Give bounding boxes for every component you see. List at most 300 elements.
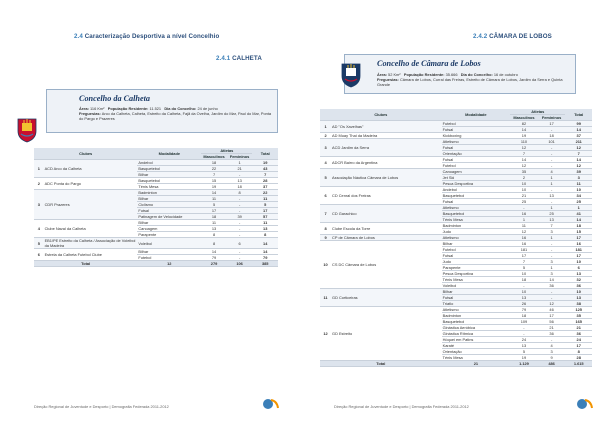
femininos-cell: -: [538, 289, 566, 295]
modalidade-cell: Futsal: [442, 199, 511, 205]
club-name: ADC Ponta do Pargo: [44, 178, 138, 190]
total-cell: 17: [565, 253, 592, 259]
femininos-cell: 101: [538, 139, 566, 145]
area-label: Área:: [79, 106, 89, 111]
femininos-cell: -: [227, 226, 253, 232]
modalidade-cell: Ténis Mesa: [442, 355, 511, 361]
club-name: CP de Câmara de Lobos: [331, 235, 442, 241]
modalidade-cell: Futebol: [442, 121, 511, 127]
masculinos-cell: 14: [510, 157, 538, 163]
masculinos-cell: 25: [510, 199, 538, 205]
femininos-cell: -: [538, 253, 566, 259]
modalidade-cell: Ténis Mesa: [442, 217, 511, 223]
subsection-title: [473, 33, 552, 40]
total-label: Total: [34, 261, 137, 267]
total-cell: 8: [565, 349, 592, 355]
masculinos-cell: 7: [510, 259, 538, 265]
total-cell: 35: [565, 313, 592, 319]
total-cell: 10: [565, 187, 592, 193]
masculinos-cell: 16: [510, 241, 538, 247]
femininos-cell: 4: [538, 343, 566, 349]
masculinos-cell: -: [510, 283, 538, 289]
femininos-cell: 18: [227, 184, 253, 190]
total-cell: 14: [565, 157, 592, 163]
masculinos-cell: -: [510, 205, 538, 211]
total-cell: 12: [565, 145, 592, 151]
femininos-cell: 1: [538, 265, 566, 271]
masculinos-cell: 14: [201, 190, 227, 196]
masculinos-cell: -: [510, 331, 538, 337]
total-cell: 34: [565, 193, 592, 199]
pop-label: População Residente:: [107, 106, 149, 111]
footer-text: Direção Regional de Juventude e Desporto | Demografia Federada 2011-2012: [34, 404, 169, 409]
modalidade-cell: Orientação: [442, 349, 511, 355]
femininos-cell: 25: [538, 211, 566, 217]
masculinos-cell: 17: [201, 208, 227, 214]
femininos-cell: -: [538, 187, 566, 193]
total-row: [320, 361, 592, 367]
modalidade-cell: Futsal: [442, 253, 511, 259]
modalidade-cell: Andebol: [137, 160, 201, 166]
club-index: 11: [320, 289, 331, 307]
total-cell: 14: [565, 217, 592, 223]
total-label: Total: [320, 361, 442, 367]
total-cell: 32: [565, 277, 592, 283]
modalidade-cell: Canoagem: [137, 226, 201, 232]
modalidade-cell: Badminton: [137, 190, 201, 196]
femininos-cell: 13: [538, 217, 566, 223]
masculinos-cell: 24: [510, 337, 538, 343]
femininos-cell: 13: [227, 178, 253, 184]
total-cell: 181: [565, 247, 592, 253]
modalidade-cell: Karaté: [442, 343, 511, 349]
modalidade-cell: Hóquei em Patins: [442, 337, 511, 343]
total-cell: 10: [565, 289, 592, 295]
femininos-cell: -: [538, 127, 566, 133]
total-cell: 38: [565, 301, 592, 307]
masculinos-cell: 26: [510, 301, 538, 307]
club-index: 3: [320, 139, 331, 157]
femininos-cell: 1: [538, 235, 566, 241]
club-name: GD Corticeiras: [331, 289, 442, 307]
femininos-cell: 36: [538, 283, 566, 289]
masculinos-cell: 35: [510, 169, 538, 175]
masculinos-cell: 5: [510, 265, 538, 271]
modalidade-cell: Futsal: [442, 145, 511, 151]
club-name: Associação Náutica Câmara de Lobos: [331, 169, 442, 187]
modalidade-cell: Ginástica Rítmica: [442, 331, 511, 337]
modalidade-cell: Judo: [442, 259, 511, 265]
total-cell: 11: [565, 181, 592, 187]
total-cell: 13: [252, 226, 278, 232]
concelho-header: [46, 89, 278, 133]
femininos-cell: 14: [538, 277, 566, 283]
col-header-femininos: Femininos: [538, 115, 566, 121]
femininos-cell: 18: [538, 133, 566, 139]
club-index: 4: [320, 157, 331, 169]
femininos-cell: 12: [538, 301, 566, 307]
col-header-atletas: Atletas: [510, 109, 565, 115]
femininos-cell: -: [227, 255, 253, 261]
masculinos-cell: 10: [510, 181, 538, 187]
modalidade-cell: Andebol: [442, 187, 511, 193]
modalidade-cell: Basquetebol: [442, 211, 511, 217]
pop-label: População Residente:: [403, 72, 445, 77]
footer-text: Direção Regional de Juventude e Desporto | Demografia Federada 2011-2012: [334, 404, 469, 409]
total-cell: 14: [252, 238, 278, 249]
femininos-cell: 1: [538, 181, 566, 187]
club-index: 6: [34, 249, 44, 261]
total-cell: 7: [252, 172, 278, 178]
table-row: [320, 223, 592, 229]
femininos-cell: 17: [538, 121, 566, 127]
masculinos-cell: 22: [201, 166, 227, 172]
femininos-cell: 3: [538, 271, 566, 277]
masculinos-cell: 11: [201, 196, 227, 202]
femininos-cell: -: [538, 247, 566, 253]
masculinos-cell: 109: [510, 319, 538, 325]
total-cell: 43: [252, 166, 278, 172]
modalidade-cell: Ténis Mesa: [137, 184, 201, 190]
femininos-cell: -: [227, 208, 253, 214]
femininos-cell: -: [538, 241, 566, 247]
pop-value: 35.666: [445, 72, 458, 77]
total-cell: 17: [252, 208, 278, 214]
camara-de-lobos-clubs-table: [320, 109, 592, 367]
calheta-coat-of-arms-icon: [16, 117, 38, 143]
club-name: Estrela da Calheta Futebol Clube: [44, 249, 138, 261]
col-header-modalidade: Modalidade: [442, 109, 511, 121]
table-row: [320, 307, 592, 313]
masculinos-cell: 13: [510, 295, 538, 301]
modalidade-cell: Orientação: [442, 151, 511, 157]
femininos-cell: 46: [538, 307, 566, 313]
modalidade-cell: Bilhar: [442, 241, 511, 247]
femininos-cell: -: [538, 337, 566, 343]
femininos-cell: 1: [538, 205, 566, 211]
total-cell: 37: [565, 133, 592, 139]
masculinos-cell: 21: [510, 193, 538, 199]
total-cell: 10: [565, 259, 592, 265]
day-value: 16 de outubro: [493, 72, 518, 77]
modalidade-cell: Badminton: [442, 223, 511, 229]
col-header-total: Total: [252, 148, 278, 160]
masculinos-cell: 11: [510, 223, 538, 229]
femininos-cell: 4: [538, 169, 566, 175]
masculinos-cell: 19: [201, 184, 227, 190]
col-header-masculinos: Masculinos: [201, 154, 227, 160]
total-cell: 3: [565, 175, 592, 181]
section-number: 2.4: [74, 33, 83, 40]
femininos-cell: 1: [227, 160, 253, 166]
club-index: 7: [320, 205, 331, 223]
femininos-cell: -: [538, 163, 566, 169]
parishes-label: Freguesias:: [377, 77, 399, 83]
femininos-cell: 3: [538, 349, 566, 355]
day-label: Dia do Concelho:: [164, 106, 197, 111]
calheta-clubs-table: [34, 148, 278, 267]
masculinos-cell: 18: [510, 313, 538, 319]
col-header-femininos: Femininos: [227, 154, 253, 160]
total-cell: 6: [565, 265, 592, 271]
total-cell: 39: [565, 169, 592, 175]
masculinos-cell: 79: [510, 307, 538, 313]
total-femininos: 106: [227, 261, 253, 267]
col-header-atletas: Atletas: [201, 148, 252, 154]
modalidade-cell: Basquetebol: [442, 193, 511, 199]
femininos-cell: -: [538, 151, 566, 157]
club-name: Clube Naval da Calheta: [44, 220, 138, 238]
club-name: ACD Arco da Calheta: [44, 160, 138, 178]
modalidade-cell: Futebol: [442, 247, 511, 253]
modalidade-cell: Parapente: [442, 265, 511, 271]
femininos-cell: -: [538, 145, 566, 151]
drjd-logo-icon: [262, 397, 280, 411]
drjd-logo-icon: [576, 397, 594, 411]
femininos-cell: -: [538, 157, 566, 163]
total-cell: 1: [565, 205, 592, 211]
femininos-cell: -: [227, 196, 253, 202]
total-cell: 8: [252, 232, 278, 238]
femininos-cell: 3: [538, 259, 566, 265]
subsection-text: CÂMARA DE LOBOS: [489, 33, 552, 40]
parishes-value: Câmara de Lobos, Curral das Freiras, Estreito de Câmara de Lobos, Jardim da Serra e Quinta Grande: [377, 77, 563, 88]
total-cell: 7: [565, 151, 592, 157]
modalidade-cell: Jet Ski: [442, 175, 511, 181]
club-name: AD "Os Xavelhas": [331, 121, 442, 133]
masculinos-cell: 110: [510, 139, 538, 145]
total-cell: 13: [565, 295, 592, 301]
club-index: 5: [320, 169, 331, 187]
masculinos-cell: 7: [201, 172, 227, 178]
modalidade-cell: Parapente: [137, 232, 201, 238]
masculinos-cell: 12: [510, 145, 538, 151]
femininos-cell: -: [227, 172, 253, 178]
femininos-cell: 21: [538, 325, 566, 331]
masculinos-cell: 5: [510, 349, 538, 355]
total-cell: 11: [252, 196, 278, 202]
subsection-title: [216, 55, 262, 62]
total-cell: 5: [252, 202, 278, 208]
modalidade-cell: Atletismo: [442, 205, 511, 211]
parishes-value: Arco da Calheta, Calheta, Estreito da Calheta, Fajã da Ovelha, Jardim do Mar, Paul do Mar, Ponta do Pargo e Prazeres: [79, 111, 272, 122]
total-cell: 15: [565, 229, 592, 235]
modalidade-cell: Pesca Desportiva: [442, 181, 511, 187]
masculinos-cell: 19: [510, 133, 538, 139]
club-index: 10: [320, 241, 331, 289]
total-cell: 12: [565, 163, 592, 169]
modalidade-cell: Triatlo: [442, 301, 511, 307]
masculinos-cell: 7: [510, 151, 538, 157]
femininos-cell: -: [227, 249, 253, 255]
total-total: 1.615: [565, 361, 592, 367]
masculinos-cell: 8: [201, 238, 227, 249]
modalidade-cell: Ciclismo: [137, 202, 201, 208]
femininos-cell: 17: [538, 313, 566, 319]
masculinos-cell: 14: [510, 127, 538, 133]
masculinos-cell: 11: [201, 220, 227, 226]
table-row: [320, 235, 592, 241]
modalidade-cell: Bilhar: [137, 196, 201, 202]
femininos-cell: -: [227, 202, 253, 208]
club-name: EB1/PE Estreito da Calheta / Associação de Voleibol da Madeira: [44, 238, 136, 249]
section-title: [74, 33, 219, 40]
section-text: Caracterização Desportiva a nível Concelhio: [84, 33, 220, 40]
femininos-cell: 8: [227, 190, 253, 196]
femininos-cell: 9: [538, 355, 566, 361]
total-cell: 14: [252, 249, 278, 255]
modalidade-cell: Kickboxing: [442, 133, 511, 139]
masculinos-cell: 14: [201, 249, 227, 255]
modalidade-cell: Atletismo: [442, 235, 511, 241]
modalidade-cell: Futsal: [442, 127, 511, 133]
femininos-cell: 56: [538, 319, 566, 325]
modalidade-cell: Basquetebol: [442, 319, 511, 325]
total-cell: 125: [565, 307, 592, 313]
modalidade-cell: Futsal: [442, 295, 511, 301]
masculinos-cell: 16: [510, 211, 538, 217]
club-name: AD Muay Thai da Madeira: [331, 133, 442, 139]
masculinos-cell: 13: [201, 226, 227, 232]
subsection-number: 2.4.1: [216, 55, 231, 62]
total-masculinos: 1.129: [510, 361, 538, 367]
modalidade-cell: Futsal: [137, 208, 201, 214]
total-cell: 17: [565, 343, 592, 349]
modalidade-cell: Futsal: [442, 157, 511, 163]
modalidade-cell: Basquetebol: [137, 178, 201, 184]
modalidade-cell: Ginástica Aeróbica: [442, 325, 511, 331]
total-cell: 11: [252, 220, 278, 226]
club-index: 9: [320, 235, 331, 241]
total-cell: 165: [565, 319, 592, 325]
club-index: 2: [34, 178, 44, 190]
col-header-clubes: Clubes: [34, 148, 137, 160]
total-cell: 22: [252, 190, 278, 196]
total-cell: 79: [252, 255, 278, 261]
club-name: CD Cenral dos Freiras: [331, 187, 442, 205]
table-row: [320, 133, 592, 139]
masculinos-cell: 10: [510, 289, 538, 295]
club-index: 1: [320, 121, 331, 133]
concelho-info: [79, 106, 275, 122]
parishes-label: Freguesias:: [79, 111, 101, 117]
table-row: [320, 139, 592, 145]
club-name: Clube Escola da Torre: [331, 223, 442, 235]
club-name: GD Estreito: [331, 307, 442, 361]
total-clubs: 21: [442, 361, 511, 367]
modalidade-cell: Voleibol: [442, 283, 511, 289]
club-name: CS DC Câmara de Lobos: [331, 241, 442, 289]
masculinos-cell: 12: [510, 163, 538, 169]
femininos-cell: -: [538, 199, 566, 205]
area-value: 52 Km²: [388, 72, 401, 77]
femininos-cell: 13: [538, 193, 566, 199]
femininos-cell: 7: [538, 223, 566, 229]
femininos-cell: 3: [538, 229, 566, 235]
masculinos-cell: 8: [201, 232, 227, 238]
masculinos-cell: 13: [510, 343, 538, 349]
col-header-clubes: Clubes: [320, 109, 442, 121]
club-index: 3: [34, 190, 44, 220]
club-index: 6: [320, 187, 331, 205]
total-cell: 16: [565, 241, 592, 247]
club-index: 8: [320, 223, 331, 235]
day-value: 24 de junho: [197, 106, 218, 111]
total-cell: 14: [565, 127, 592, 133]
col-header-modalidade: Modalidade: [137, 148, 201, 160]
modalidade-cell: Ténis Mesa: [442, 277, 511, 283]
club-name: ADCR Bairro da Argentina: [331, 157, 442, 169]
total-cell: 99: [565, 121, 592, 127]
masculinos-cell: 1: [510, 217, 538, 223]
masculinos-cell: 10: [510, 271, 538, 277]
masculinos-cell: 18: [510, 277, 538, 283]
total-clubs: 12: [137, 261, 201, 267]
total-cell: 24: [565, 337, 592, 343]
total-cell: 18: [565, 223, 592, 229]
total-cell: 13: [565, 271, 592, 277]
masculinos-cell: 19: [510, 355, 538, 361]
masculinos-cell: 18: [201, 214, 227, 220]
right-page: [300, 0, 600, 424]
club-name: ACD Jardim da Serra: [331, 139, 442, 157]
masculinos-cell: 79: [201, 255, 227, 261]
masculinos-cell: 82: [510, 121, 538, 127]
modalidade-cell: Basquetebol: [137, 166, 201, 172]
table-row: [34, 238, 278, 249]
table-row: [34, 178, 278, 184]
club-name: CD Garachico: [331, 205, 442, 223]
modalidade-cell: Atletismo: [442, 307, 511, 313]
modalidade-cell: Atletismo: [442, 139, 511, 145]
masculinos-cell: 15: [201, 178, 227, 184]
femininos-cell: 6: [227, 238, 253, 249]
subsection-text: CALHETA: [232, 55, 262, 62]
total-cell: 37: [252, 184, 278, 190]
club-index: 1: [34, 160, 44, 178]
total-cell: 25: [565, 199, 592, 205]
club-index: 5: [34, 238, 44, 249]
total-cell: 17: [565, 235, 592, 241]
modalidade-cell: Patinagem de Velocidade: [137, 214, 201, 220]
area-value: 116 Km²: [90, 106, 105, 111]
femininos-cell: 1: [538, 175, 566, 181]
pop-value: 11.521: [149, 106, 162, 111]
club-name: CDR Prazeres: [44, 190, 138, 220]
modalidade-cell: Pesca Desportiva: [442, 271, 511, 277]
camara-de-lobos-coat-of-arms-icon: [340, 62, 362, 88]
total-cell: 41: [565, 211, 592, 217]
club-index: 4: [34, 220, 44, 238]
masculinos-cell: 5: [201, 202, 227, 208]
modalidade-cell: Bilhar: [442, 289, 511, 295]
modalidade-cell: Canoagem: [442, 169, 511, 175]
total-cell: 28: [565, 355, 592, 361]
table-row: [320, 187, 592, 193]
day-label: Dia do Concelho:: [460, 72, 493, 77]
masculinos-cell: -: [510, 325, 538, 331]
femininos-cell: 36: [538, 331, 566, 337]
femininos-cell: -: [538, 295, 566, 301]
masculinos-cell: 16: [510, 235, 538, 241]
modalidade-cell: Badminton: [442, 313, 511, 319]
total-masculinos: 279: [201, 261, 227, 267]
total-cell: 21: [565, 325, 592, 331]
total-femininos: 486: [538, 361, 566, 367]
concelho-header: [344, 54, 576, 94]
modalidade-cell: Judo: [442, 229, 511, 235]
masculinos-cell: 10: [510, 187, 538, 193]
